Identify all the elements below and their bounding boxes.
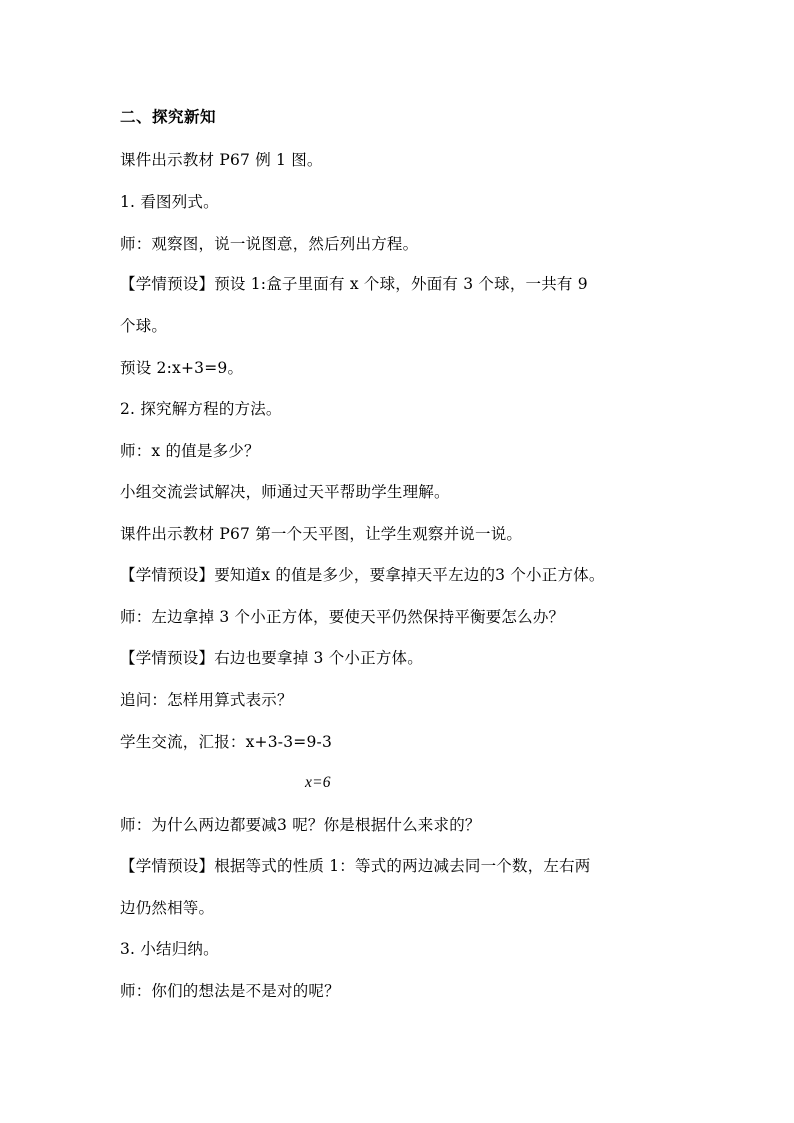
- paragraph-line-15: 学生交流，汇报：x+3-3=9-3: [120, 733, 333, 751]
- paragraph-line-19: 边仍然相等。: [120, 899, 215, 917]
- paragraph-line-7: 2. 探究解方程的方法。: [120, 400, 282, 418]
- paragraph-line-2: 1. 看图列式。: [120, 193, 219, 211]
- paragraph-line-9: 小组交流尝试解决，师通过天平帮助学生理解。: [120, 483, 450, 501]
- paragraph-line-14: 追问：怎样用算式表示？: [120, 691, 293, 709]
- paragraph-line-20: 3. 小结归纳。: [120, 940, 219, 958]
- paragraph-line-17: 师：为什么两边都要减3 呢？你是根据什么来求的？: [120, 816, 481, 834]
- paragraph-line-18: 【学情预设】根据等式的性质 1：等式的两边减去同一个数，左右两: [120, 857, 591, 875]
- paragraph-line-13: 【学情预设】右边也要拿掉 3 个小正方体。: [120, 649, 423, 667]
- paragraph-line-1: 课件出示教材 P67 例 1 图。: [120, 151, 323, 169]
- paragraph-line-11: 【学情预设】要知道x 的值是多少，要拿掉天平左边的3 个小正方体。: [120, 566, 605, 584]
- section-heading: 二、探究新知: [120, 107, 217, 126]
- paragraph-line-8: 师：x 的值是多少？: [120, 442, 260, 460]
- paragraph-line-12: 师：左边拿掉 3 个小正方体，要使天平仍然保持平衡要怎么办？: [120, 608, 565, 626]
- paragraph-line-6: 预设 2:x+3=9。: [120, 359, 244, 377]
- paragraph-line-10: 课件出示教材 P67 第一个天平图，让学生观察并说一说。: [120, 525, 523, 543]
- paragraph-line-4: 【学情预设】预设 1:盒子里面有 x 个球，外面有 3 个球，一共有 9: [120, 275, 588, 293]
- equation-result-line: x=6: [305, 774, 331, 791]
- paragraph-line-5: 个球。: [120, 317, 168, 335]
- paragraph-line-21: 师：你们的想法是不是对的呢？: [120, 982, 340, 1000]
- paragraph-line-3: 师：观察图，说一说图意，然后列出方程。: [120, 235, 419, 253]
